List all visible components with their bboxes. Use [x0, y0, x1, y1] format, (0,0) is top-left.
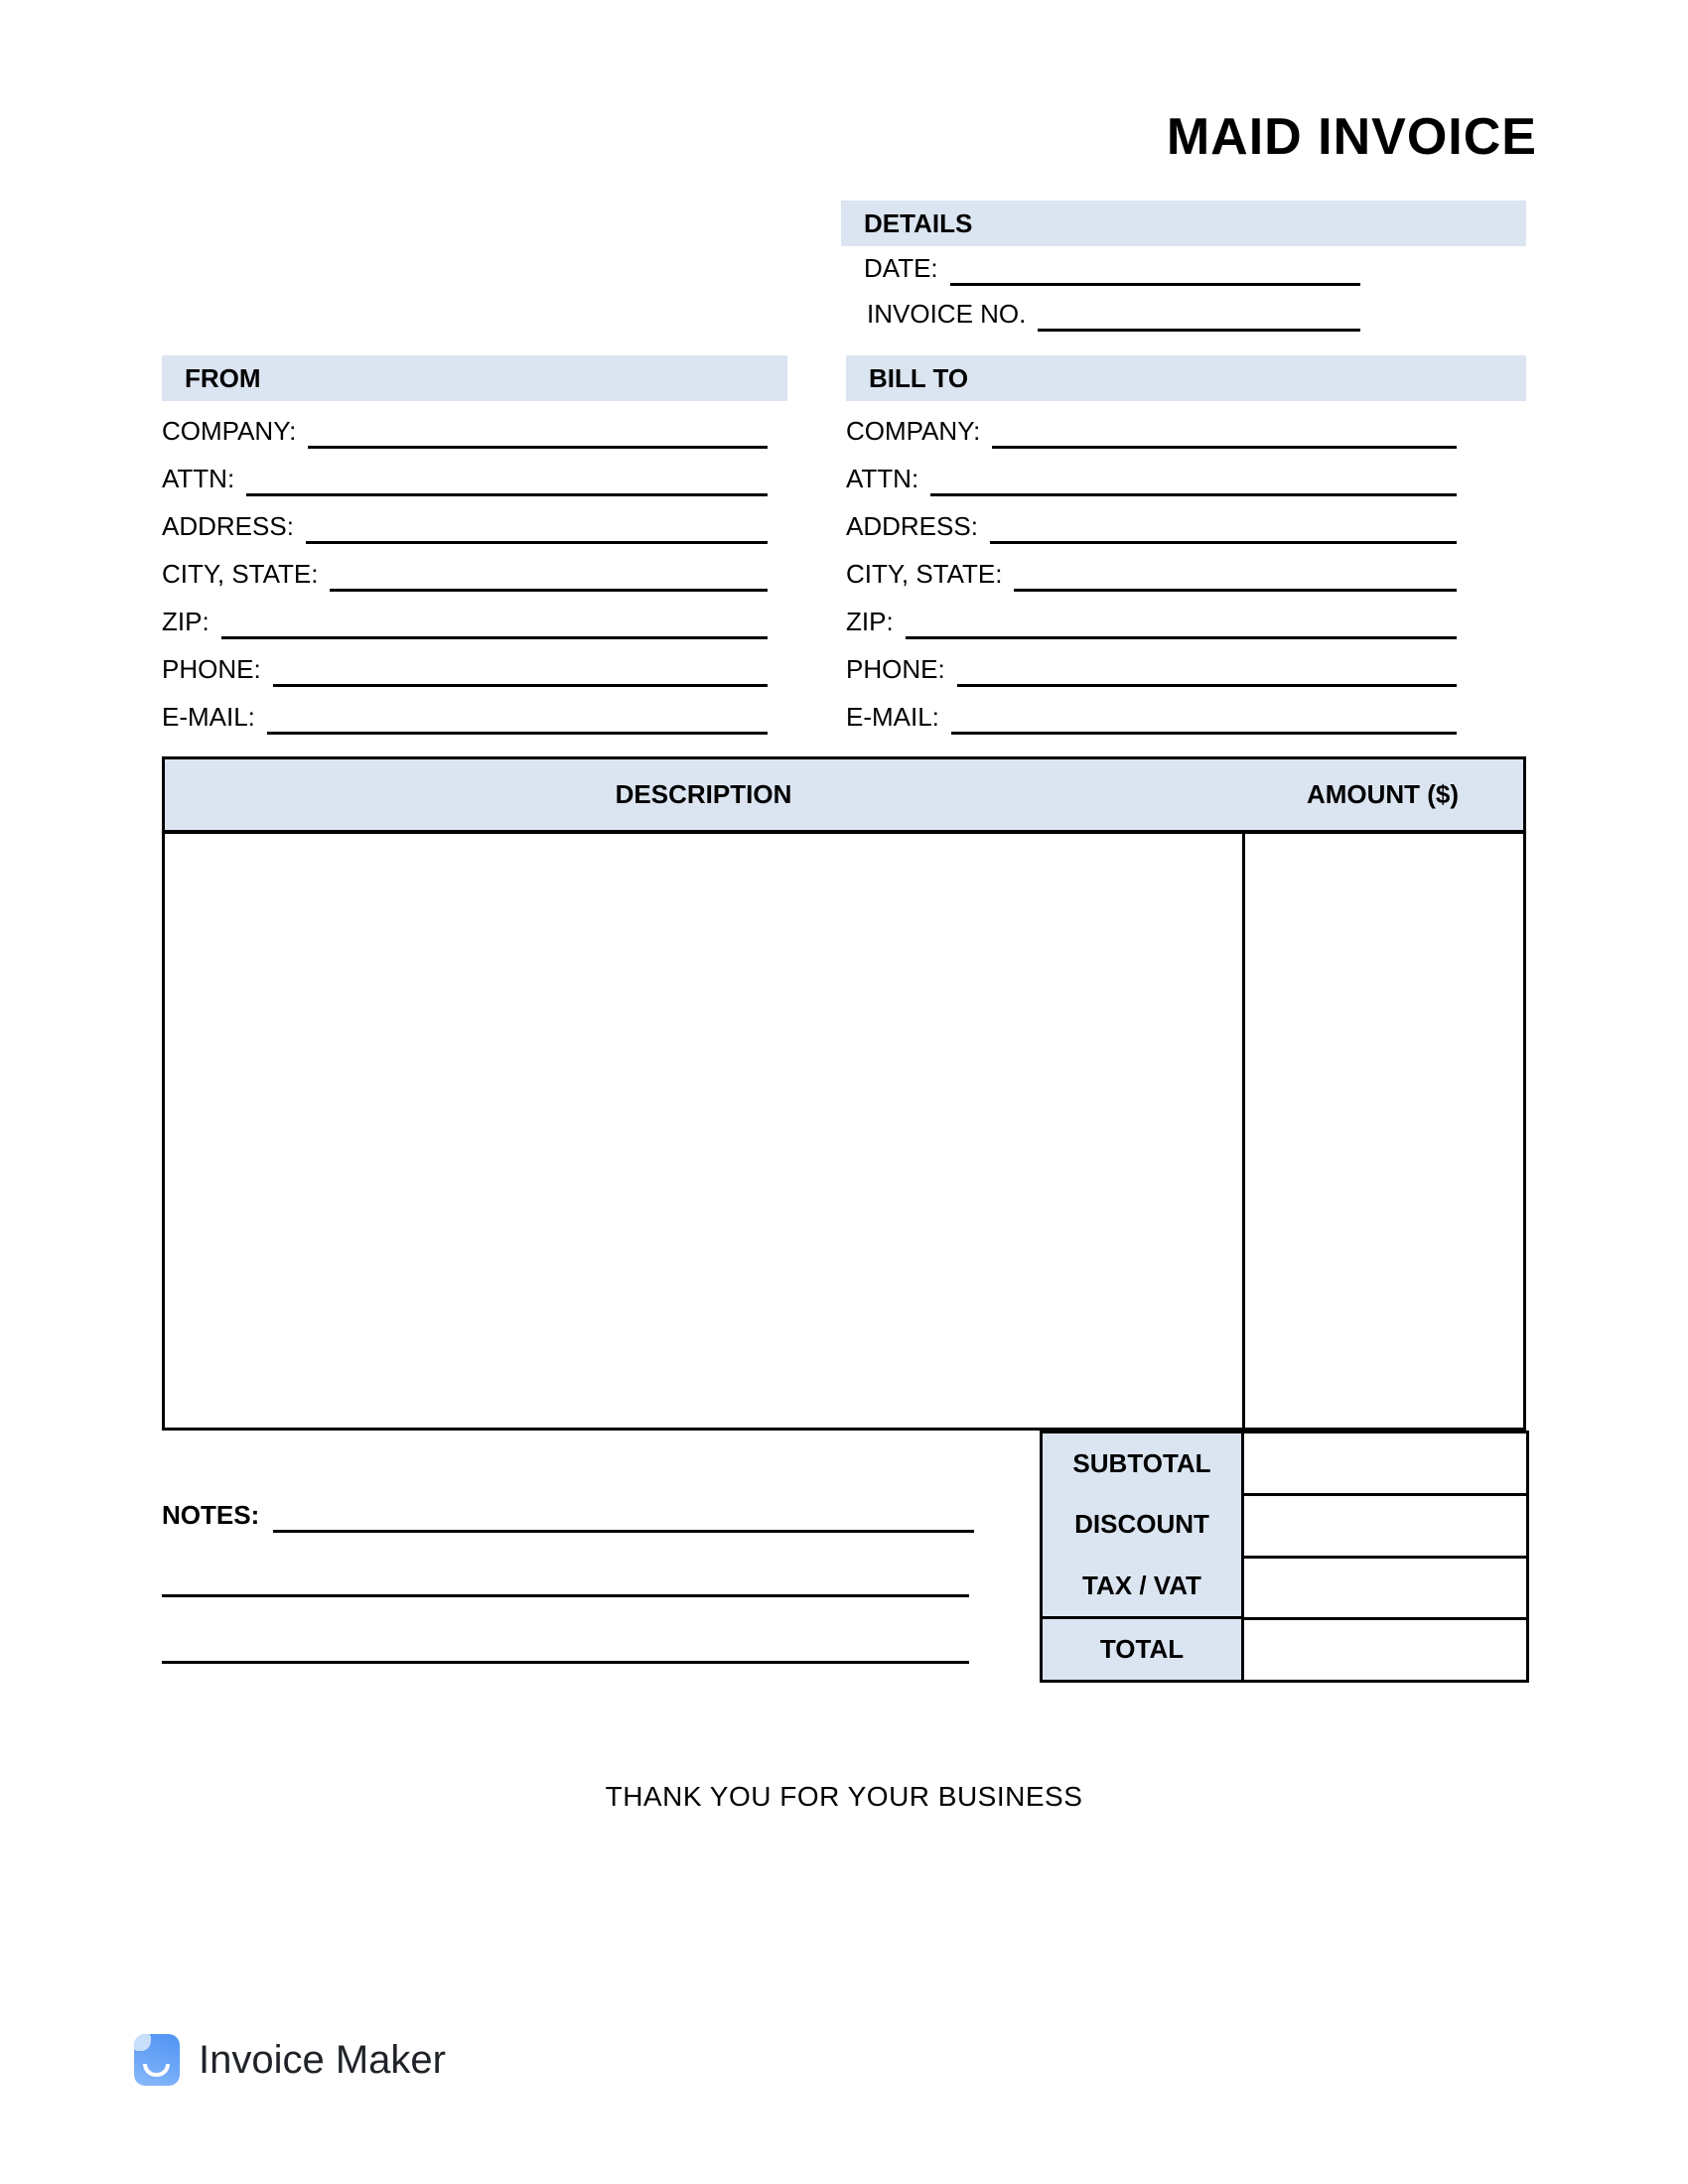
notes-input-line-2[interactable] [162, 1594, 969, 1597]
bill-to-attn-input-line[interactable] [930, 491, 1457, 496]
bill-to-attn-row [846, 449, 1457, 496]
page-title: MAID INVOICE [1166, 108, 1537, 166]
tax-vat-label: TAX / VAT [1082, 1570, 1201, 1600]
from-phone-label: PHONE: [162, 654, 261, 684]
folded-corner-decoration [134, 2034, 151, 2051]
totals-labels-column [1043, 1433, 1244, 1680]
bill-to-zip-input-line[interactable] [906, 634, 1457, 639]
bill-to-address-label: ADDRESS: [846, 511, 978, 541]
totals-values-column [1244, 1433, 1526, 1680]
notes-input-line-3[interactable] [162, 1661, 969, 1664]
bill-to-city-state-input-line[interactable] [1014, 587, 1457, 592]
date-label: DATE: [864, 253, 938, 283]
line-items-header-row [162, 756, 1526, 834]
notes-row [162, 1487, 974, 1533]
tax-vat-value-cell[interactable] [1244, 1559, 1526, 1621]
from-email-label: E-MAIL: [162, 702, 255, 732]
invoice-no-field-row [867, 296, 1360, 332]
bill-to-phone-row [846, 639, 1457, 687]
bill-to-zip-label: ZIP: [846, 607, 894, 636]
details-section-header: DETAILS [841, 201, 1526, 246]
from-address-label: ADDRESS: [162, 511, 294, 541]
from-city-state-label: CITY, STATE: [162, 559, 319, 589]
bill-to-company-row [846, 401, 1457, 449]
from-company-row [162, 401, 768, 449]
invoice-no-input-line[interactable] [1038, 327, 1360, 332]
from-section-header: FROM [162, 355, 787, 401]
from-zip-row [162, 592, 768, 639]
from-attn-label: ATTN: [162, 464, 235, 493]
from-city-state-row [162, 544, 768, 592]
total-value-cell[interactable] [1244, 1620, 1526, 1680]
totals-block [1040, 1431, 1529, 1683]
bill-to-email-label: E-MAIL: [846, 702, 939, 732]
notes-input-line-1[interactable] [273, 1528, 974, 1533]
brand-name: Invoice Maker [199, 2037, 446, 2082]
description-entry-area[interactable] [165, 834, 1242, 1428]
thank-you-message: THANK YOU FOR YOUR BUSINESS [605, 1781, 1083, 1812]
date-field-row [864, 250, 1360, 286]
from-address-row [162, 496, 768, 544]
from-phone-input-line[interactable] [273, 682, 768, 687]
bill-to-section-header: BILL TO [846, 355, 1526, 401]
bill-to-fields [846, 401, 1457, 735]
from-company-input-line[interactable] [308, 444, 768, 449]
date-input-line[interactable] [950, 281, 1360, 286]
description-column-header: DESCRIPTION [615, 779, 792, 809]
bill-to-attn-label: ATTN: [846, 464, 919, 493]
invoice-no-label: INVOICE NO. [867, 299, 1027, 329]
from-email-input-line[interactable] [267, 730, 768, 735]
from-email-row [162, 687, 768, 735]
bill-to-email-row [846, 687, 1457, 735]
subtotal-label: SUBTOTAL [1072, 1448, 1211, 1479]
discount-label: DISCOUNT [1074, 1509, 1209, 1540]
bill-to-company-input-line[interactable] [992, 444, 1457, 449]
from-attn-input-line[interactable] [246, 491, 768, 496]
bill-to-address-row [846, 496, 1457, 544]
bill-to-email-input-line[interactable] [951, 730, 1457, 735]
bill-to-city-state-label: CITY, STATE: [846, 559, 1003, 589]
footer-brand [134, 2031, 446, 2089]
from-phone-row [162, 639, 768, 687]
bill-to-address-input-line[interactable] [990, 539, 1457, 544]
bill-to-phone-input-line[interactable] [957, 682, 1457, 687]
from-zip-label: ZIP: [162, 607, 210, 636]
discount-value-cell[interactable] [1244, 1496, 1526, 1559]
bill-to-zip-row [846, 592, 1457, 639]
line-items-body [162, 834, 1526, 1431]
notes-label: NOTES: [162, 1500, 260, 1530]
smile-decoration [143, 2064, 170, 2077]
subtotal-value-cell[interactable] [1244, 1433, 1526, 1496]
bill-to-city-state-row [846, 544, 1457, 592]
total-label: TOTAL [1043, 1616, 1241, 1680]
bill-to-company-label: COMPANY: [846, 416, 981, 446]
invoice-maker-smile-document-icon [134, 2034, 180, 2086]
amount-entry-area[interactable] [1245, 834, 1523, 1428]
from-zip-input-line[interactable] [221, 634, 768, 639]
bill-to-phone-label: PHONE: [846, 654, 945, 684]
from-address-input-line[interactable] [306, 539, 768, 544]
from-company-label: COMPANY: [162, 416, 297, 446]
amount-column-header: AMOUNT ($) [1306, 779, 1460, 809]
line-items-table [162, 756, 1526, 1431]
from-city-state-input-line[interactable] [330, 587, 768, 592]
from-attn-row [162, 449, 768, 496]
from-fields [162, 401, 768, 735]
